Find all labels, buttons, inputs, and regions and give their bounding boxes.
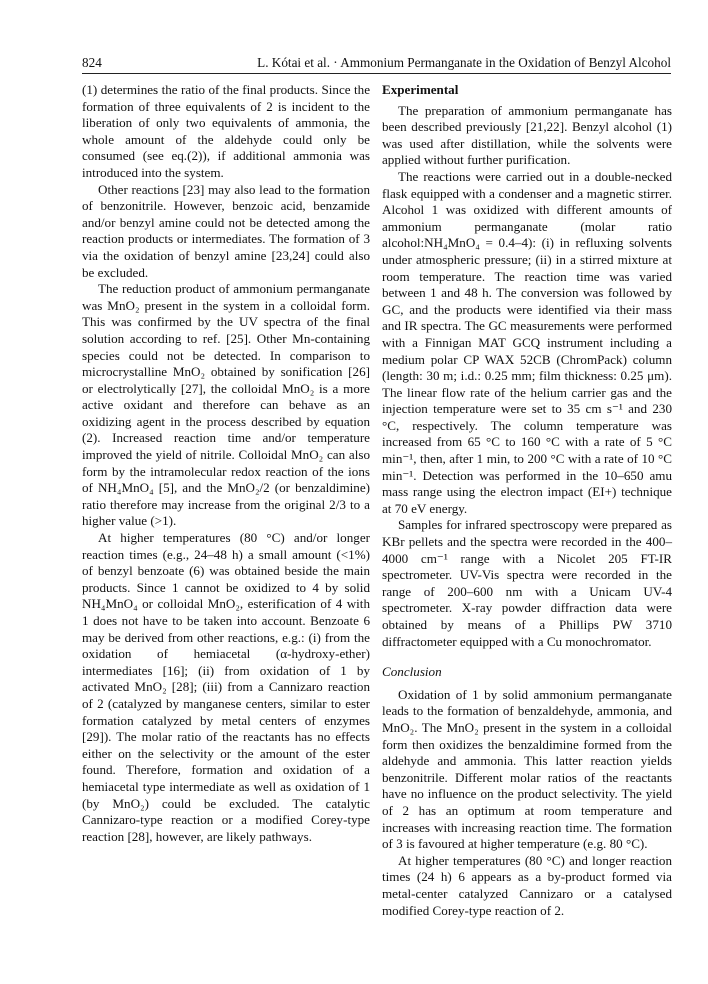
paragraph-conclusion-2: At higher temperatures (80 °C) and longer reaction times (24 h) 6 appears as a by-product formed via metal-center catalyzed Cannizaro or a catalysed modified Corey-type reaction of 2. — [382, 852, 672, 918]
paragraph-other-reactions: Other reactions [23] may also lead to the formation of benzonitrile. However, benzoic acid, benzamide and/or benzyl amine could not be detected among the reaction products or intermediates. The formation of 3 via the oxidation of benzyl amine [23,24] could also be excluded. — [82, 181, 370, 280]
paragraph-conclusion-1: Oxidation of 1 by solid ammonium permanganate leads to the formation of benzaldehyde, ammonia, and MnO₂. The MnO₂ present in the system in a colloidal form then oxidizes the benzaldimine formed from the aldehyde and ammonia. This latter reaction yields benzonitrile. Different molar ratios of the reactants have no influence on the product selectivity. The yield of 2 has an optimum at room temperature and increases with increasing reaction time. The formation of 3 is favoured at higher temperature (e.g. 80 °C). — [382, 686, 672, 852]
running-header — [82, 53, 671, 74]
page-number: 824 — [82, 55, 102, 70]
left-column — [82, 82, 370, 845]
conclusion-heading: Conclusion — [382, 664, 442, 680]
paragraph-reactions: The reactions were carried out in a double-necked flask equipped with a condenser and a magnetic stirrer. Alcohol 1 was oxidized with different amounts of ammonium permanganate (molar ratio alcohol:NH₄MnO₄ = 0.4–4): (i) in refluxing solvents under atmospheric pressure; (ii) in a stirred mixture at room temperature. The reaction time was varied between 1 and 48 h. The conversion was followed by GC, and the products were identified via their mass and IR spectra. The GC measurements were performed with a Finnigan MAT GCQ instrument including a medium polar CP WAX 52CB (ChromPack) column (length: 30 m; i.d.: 0.25 mm; film thickness: 0.25 μm). The linear flow rate of the helium carrier gas and the injection temperature were set to 35 cm s⁻¹ and 230 °C, respectively. The column temperature was increased from 65 °C to 160 °C with a rate of 5 °C min⁻¹, then, after 1 min, to 200 °C with a rate of 10 °C min⁻¹. Detection was performed in the 10–650 amu mass range using the electron impact (EI+) technique at 70 eV energy. — [382, 168, 672, 516]
paragraph-preparation: The preparation of ammonium permanganate has been described previously [21,22]. Benzyl alcohol (1) was used after distillation, while the solvents were applied without further purification. — [382, 102, 672, 168]
experimental-heading: Experimental — [382, 82, 459, 97]
paragraph-continuation: (1) determines the ratio of the final products. Since the formation of three equivalents of 2 is incident to the liberation of only two equivalents of ammonia, the whole amount of the aldehyde could only be consumed (see eq.(2)), if additional ammonia was introduced into the system. — [82, 82, 370, 180]
paragraph-higher-temperatures: At higher temperatures (80 °C) and/or longer reaction times (e.g., 24–48 h) a small amount (<1%) of benzyl benzoate (6) was obtained beside the main products. Since 1 cannot be oxidized to 4 by solid NH₄MnO₄ or colloidal MnO₂, esterification of 4 with 1 does not have to be taken into account. Benzoate 6 may be derived from other reactions, e.g.: (i) from the oxidation of hemiacetal (α-hydroxy-ether) intermediates [16]; (ii) from oxidation of 1 by activated MnO₂ [28]; (iii) from a Cannizaro reaction of 2 (catalyzed by manganese centers, similar to ester formation catalyzed by metal centers of enzymes [29]). The molar ratio of the reactants has no effects either on the selectivity or the amount of the ester found. Therefore, formation and oxidation of a hemiacetal type intermediate as well as oxidation of 1 (by MnO₂) could be excluded. The catalytic Cannizaro-type reaction or a modified Corey-type reaction [28], however, are likely pathways. — [82, 530, 370, 844]
paragraph-spectroscopy: Samples for infrared spectroscopy were prepared as KBr pellets and the spectra were recorded in the 400–4000 cm⁻¹ range with a Nicolet 205 FT-IR spectrometer. UV-Vis spectra were recorded in the range of 200–600 nm with a Unicam UV-4 spectrometer. X-ray powder diffraction data were obtained by means of a Phillips PW 3710 diffractometer equipped with a Cu monochromator. — [382, 517, 672, 649]
running-head-title: L. Kótai et al. · Ammonium Permanganate in the Oxidation of Benzyl Alcohol — [257, 55, 671, 70]
paragraph-reduction-product: The reduction product of ammonium permanganate was MnO₂ present in the system in a colloidal form. This was confirmed by the UV spectra of the final solution according to ref. [25]. Other Mn-containing species could not be detected. In comparison to microcrystalline MnO₂ obtained by sonification [26] or electrolytically [27], the colloidal MnO₂ is a more active oxidant and therefore can behave as an oxidizing agent in the process described by equation (2). Increased reaction time and/or temperature improved the yield of nitrile. Colloidal MnO₂ can also form by the intramolecular redox reaction of the ions of NH₄MnO₄ [5], and the MnO₂/2 (or benzaldimine) ratio therefore may increase from the original 2/3 to a higher value (>1). — [82, 281, 370, 529]
right-column — [382, 82, 672, 919]
